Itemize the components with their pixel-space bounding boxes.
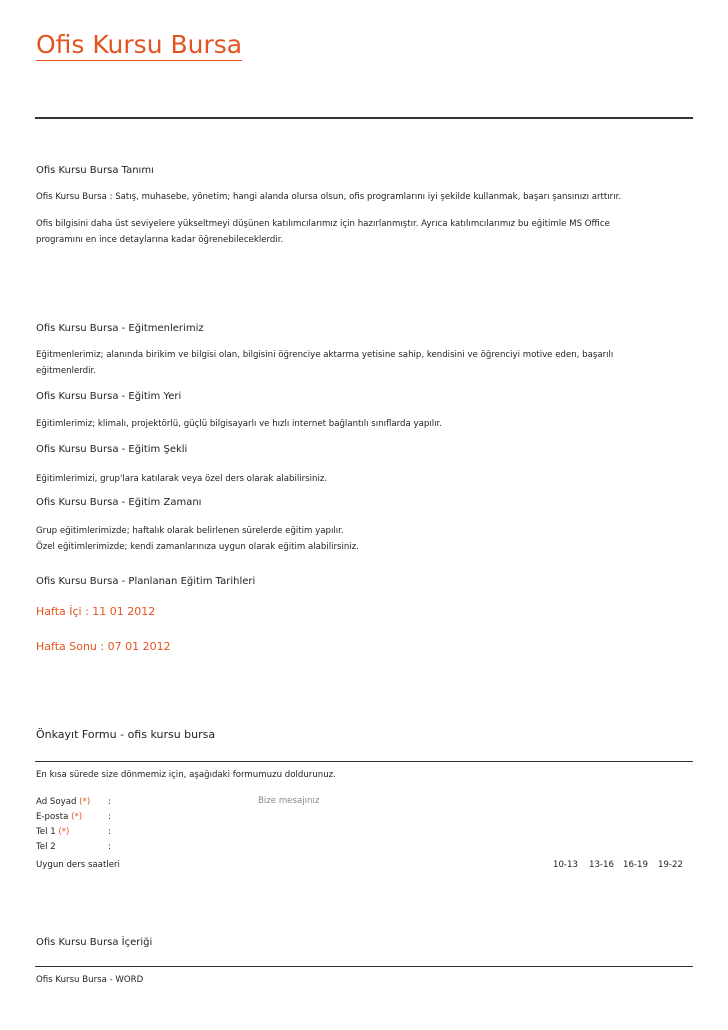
- tel1-label: Tel 1 (*): [36, 827, 70, 837]
- content-divider: [35, 966, 693, 967]
- type-text: Eğitimlerimizi, grup'lara katılarak veya özel ders olarak alabilirsiniz.: [36, 474, 328, 484]
- page-title: Ofis Kursu Bursa: [36, 30, 243, 59]
- form-heading: Önkayıt Formu - ofis kursu bursa: [36, 728, 216, 741]
- tel1-field[interactable]: :: [108, 827, 111, 837]
- intro-line-2a: Ofis bilgisini daha üst seviyelere yükseltmeyi düşünen katılımcılarımız için hazırlanmıştır. Ayrıca katılımcılarımız bu eğitimle MS Office: [36, 219, 610, 229]
- email-field[interactable]: :: [108, 812, 111, 822]
- dates-heading: Ofis Kursu Bursa - Planlanan Eğitim Tarihleri: [36, 576, 256, 587]
- time-text-a: Grup eğitimlerimizde; haftalık olarak belirlenen sürelerde eğitim yapılır.: [36, 526, 344, 536]
- weekday-date: Hafta İçi : 11 01 2012: [36, 605, 156, 618]
- tel2-field[interactable]: :: [108, 842, 111, 852]
- tel2-label: Tel 2: [36, 842, 56, 852]
- type-heading: Ofis Kursu Bursa - Eğitim Şekli: [36, 444, 188, 455]
- intro-line-1: Ofis Kursu Bursa : Satış, muhasebe, yönetim; hangi alanda olursa olsun, ofis programlarını iyi şekilde kullanmak, başarı şansınızı arttırır.: [36, 192, 622, 202]
- slot-option[interactable]: 19-22: [658, 860, 683, 870]
- form-intro: En kısa sürede size dönmemiz için, aşağıdaki formumuzu doldurunuz.: [36, 770, 336, 780]
- weekend-date: Hafta Sonu : 07 01 2012: [36, 640, 171, 653]
- slot-option[interactable]: 10-13: [553, 860, 578, 870]
- time-text-b: Özel eğitimlerimizde; kendi zamanlarınıza uygun olarak eğitim alabilirsiniz.: [36, 542, 359, 552]
- hours-label: Uygun ders saatleri: [36, 860, 120, 870]
- trainers-text-b: eğitmenlerdir.: [36, 366, 96, 376]
- time-heading: Ofis Kursu Bursa - Eğitim Zamanı: [36, 497, 202, 508]
- slot-option[interactable]: 13-16: [589, 860, 614, 870]
- required-marker: (*): [71, 812, 83, 822]
- message-textarea[interactable]: Bize mesajınız: [258, 796, 320, 806]
- required-marker: (*): [79, 797, 91, 807]
- content-heading: Ofis Kursu Bursa İçeriği: [36, 937, 153, 948]
- intro-heading: Ofis Kursu Bursa Tanımı: [36, 165, 154, 176]
- name-label: Ad Soyad (*): [36, 797, 91, 807]
- trainers-text-a: Eğitmenlerimiz; alanında birikim ve bilgisi olan, bilgisini öğrenciye aktarma yetisine sahip, kendisini ve öğrenciyi motive eden, başarılı: [36, 350, 614, 360]
- form-divider: [35, 761, 693, 762]
- intro-line-2b: programını en ince detaylarına kadar öğrenebileceklerdir.: [36, 235, 284, 245]
- slot-option[interactable]: 16-19: [623, 860, 648, 870]
- place-heading: Ofis Kursu Bursa - Eğitim Yeri: [36, 391, 182, 402]
- required-marker: (*): [58, 827, 70, 837]
- header-divider: [35, 117, 693, 119]
- place-text: Eğitimlerimiz; klimalı, projektörlü, güçlü bilgisayarlı ve hızlı internet bağlantılı sınıflarda yapılır.: [36, 419, 442, 429]
- content-item-word: Ofis Kursu Bursa - WORD: [36, 975, 144, 985]
- name-field[interactable]: :: [108, 797, 111, 807]
- trainers-heading: Ofis Kursu Bursa - Eğitmenlerimiz: [36, 323, 204, 334]
- email-label: E-posta (*): [36, 812, 83, 822]
